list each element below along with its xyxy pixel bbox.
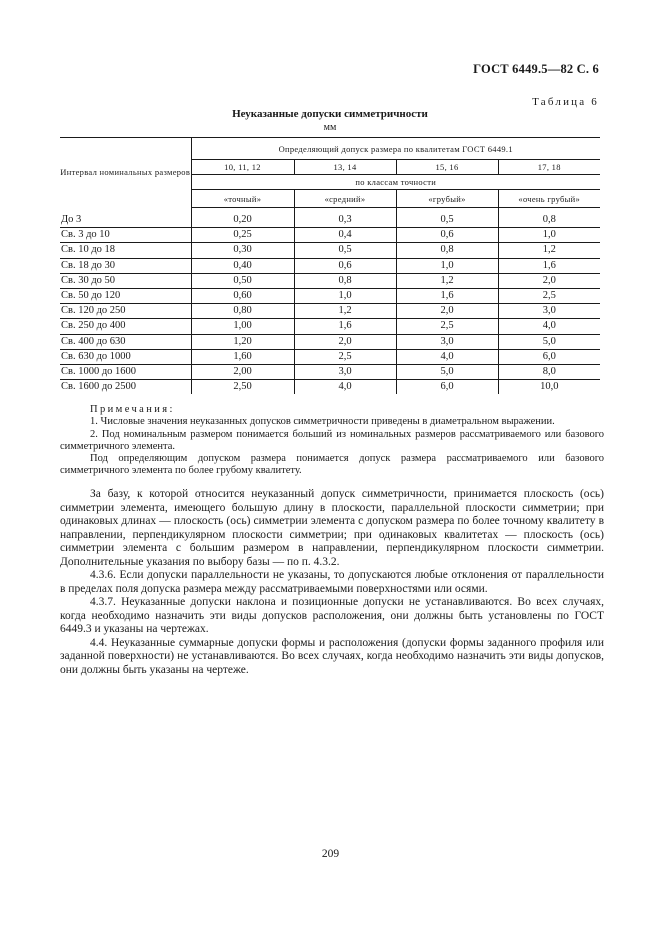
value-cell: 5,0 (396, 364, 498, 379)
symmetry-tolerance-table (60, 137, 600, 394)
value-cell: 1,6 (396, 288, 498, 303)
interval-cell: Св. 10 до 18 (60, 243, 191, 258)
value-cell: 3,0 (396, 334, 498, 349)
class-header: «очень грубый» (498, 190, 600, 208)
value-cell: 0,6 (294, 258, 396, 273)
interval-cell: Св. 18 до 30 (60, 258, 191, 273)
note-item: 2. Под номинальным размером понимается больший из номинальных размеров рассматриваемого или базового симметричного элемента. (60, 428, 604, 452)
body-text (60, 488, 604, 677)
interval-cell: Св. 630 до 1000 (60, 349, 191, 364)
qualitet-header: 15, 16 (396, 160, 498, 175)
value-cell: 1,6 (294, 319, 396, 334)
value-cell: 2,5 (294, 349, 396, 364)
value-cell: 2,5 (396, 319, 498, 334)
value-cell: 0,5 (396, 208, 498, 228)
interval-cell: Св. 400 до 630 (60, 334, 191, 349)
paragraph: 4.3.6. Если допуски параллельности не указаны, то допускаются любые отклонения от параллельности в пределах поля допуска размера между рассматриваемыми поверхностями или осями. (60, 569, 604, 595)
value-cell: 0,25 (191, 228, 294, 243)
value-cell: 4,0 (396, 349, 498, 364)
class-header: «точный» (191, 190, 294, 208)
value-cell: 0,5 (294, 243, 396, 258)
value-cell: 1,0 (396, 258, 498, 273)
interval-cell: Св. 30 до 50 (60, 273, 191, 288)
value-cell: 3,0 (294, 364, 396, 379)
table-row (60, 380, 600, 395)
value-cell: 0,8 (294, 273, 396, 288)
column-group-header: Определяющий допуск размера по квалитетам ГОСТ 6449.1 (191, 138, 600, 160)
value-cell: 0,60 (191, 288, 294, 303)
value-cell: 0,3 (294, 208, 396, 228)
table-row (60, 288, 600, 303)
value-cell: 4,0 (498, 319, 600, 334)
value-cell: 2,0 (396, 304, 498, 319)
value-cell: 0,50 (191, 273, 294, 288)
value-cell: 0,20 (191, 208, 294, 228)
table-title: Неуказанные допуски симметричности (232, 108, 428, 120)
value-cell: 5,0 (498, 334, 600, 349)
document-reference: ГОСТ 6449.5—82 С. 6 (473, 62, 599, 76)
value-cell: 0,8 (498, 208, 600, 228)
interval-cell: До 3 (60, 208, 191, 228)
table-row (60, 258, 600, 273)
paragraph: 4.4. Неуказанные суммарные допуски формы и расположения (допуски формы заданного профиля или заданной поверхности) не устанавливаются. Во всех случаях, когда необходимо назначить эти виды допусков, они должны быть указаны на чертеже. (60, 636, 604, 676)
value-cell: 0,4 (294, 228, 396, 243)
value-cell: 2,0 (498, 273, 600, 288)
table-label: Таблица 6 (532, 96, 599, 108)
value-cell: 1,2 (294, 304, 396, 319)
class-header: «средний» (294, 190, 396, 208)
table-notes (60, 404, 604, 478)
table-row (60, 208, 600, 228)
value-cell: 2,5 (498, 288, 600, 303)
qualitet-header: 10, 11, 12 (191, 160, 294, 175)
value-cell: 1,00 (191, 319, 294, 334)
value-cell: 3,0 (498, 304, 600, 319)
table-row (60, 273, 600, 288)
interval-cell: Св. 1600 до 2500 (61, 381, 137, 393)
note-item: Под определяющим допуском размера понимается допуск размера рассматриваемого или базового симметричного элемента по более грубому квалитету. (60, 453, 604, 477)
note-item: 1. Числовые значения неуказанных допусков симметричности приведены в диаметральном выражении. (90, 416, 555, 428)
value-cell: 0,80 (191, 304, 294, 319)
value-cell: 2,50 (191, 380, 294, 395)
value-cell: 0,6 (396, 228, 498, 243)
table-row (60, 228, 600, 243)
value-cell: 1,2 (396, 273, 498, 288)
paragraph: За базу, к которой относится неуказанный допуск симметричности, принимается плоскость (ось) симметрии элемента, имеющего большую длину в плоскости, параллельной плоскости симметрии; при одинаковых длинах — плоскость (ось) симметрии элемента с допуском размера по более точному квалитету в направлении, перпендикулярном плоскости симметрии; при одинаковых квалитетах — плоскость (ось) симметрии элемента с большим размером в направлении, перпендикулярном плоскости симметрии. Дополнительные указания по выбору базы — по п. 4.3.2. (60, 488, 604, 568)
value-cell: 0,40 (191, 258, 294, 273)
class-header: «грубый» (396, 190, 498, 208)
column-header-interval: Интервал номинальных размеров (60, 138, 191, 208)
qualitet-header: 17, 18 (498, 160, 600, 175)
paragraph: 4.3.7. Неуказанные допуски наклона и позиционные допуски не устанавливаются. Во всех случаях, когда необходимо назначить эти виды допусков расположения, они должны быть установлены по ГОСТ 6449.3 и указаны на чертежах. (60, 596, 604, 635)
value-cell: 1,20 (191, 334, 294, 349)
value-cell: 0,30 (191, 243, 294, 258)
interval-cell: Св. 250 до 400 (60, 319, 191, 334)
value-cell: 1,0 (294, 288, 396, 303)
value-cell: 6,0 (396, 380, 498, 395)
interval-cell: Св. 3 до 10 (60, 228, 191, 243)
value-cell: 10,0 (498, 380, 600, 395)
table-row (60, 304, 600, 319)
table-row (60, 349, 600, 364)
table-row (60, 243, 600, 258)
table-row (60, 319, 600, 334)
accuracy-class-header: по классам точности (191, 175, 600, 190)
interval-cell: Св. 1000 до 1600 (60, 364, 191, 379)
qualitet-header: 13, 14 (294, 160, 396, 175)
value-cell: 1,6 (498, 258, 600, 273)
value-cell: 2,00 (191, 364, 294, 379)
value-cell: 2,0 (294, 334, 396, 349)
value-cell: 6,0 (498, 349, 600, 364)
value-cell: 1,0 (498, 228, 600, 243)
value-cell: 8,0 (498, 364, 600, 379)
value-cell: 1,60 (191, 349, 294, 364)
value-cell: 4,0 (294, 380, 396, 395)
table-unit: мм (323, 122, 337, 133)
interval-cell: Св. 50 до 120 (60, 288, 191, 303)
notes-heading: Примечания: (90, 404, 175, 415)
table-row (60, 364, 600, 379)
page-number: 209 (321, 848, 340, 860)
interval-cell: Св. 120 до 250 (60, 304, 191, 319)
table-row (60, 334, 600, 349)
value-cell: 1,2 (498, 243, 600, 258)
value-cell: 0,8 (396, 243, 498, 258)
